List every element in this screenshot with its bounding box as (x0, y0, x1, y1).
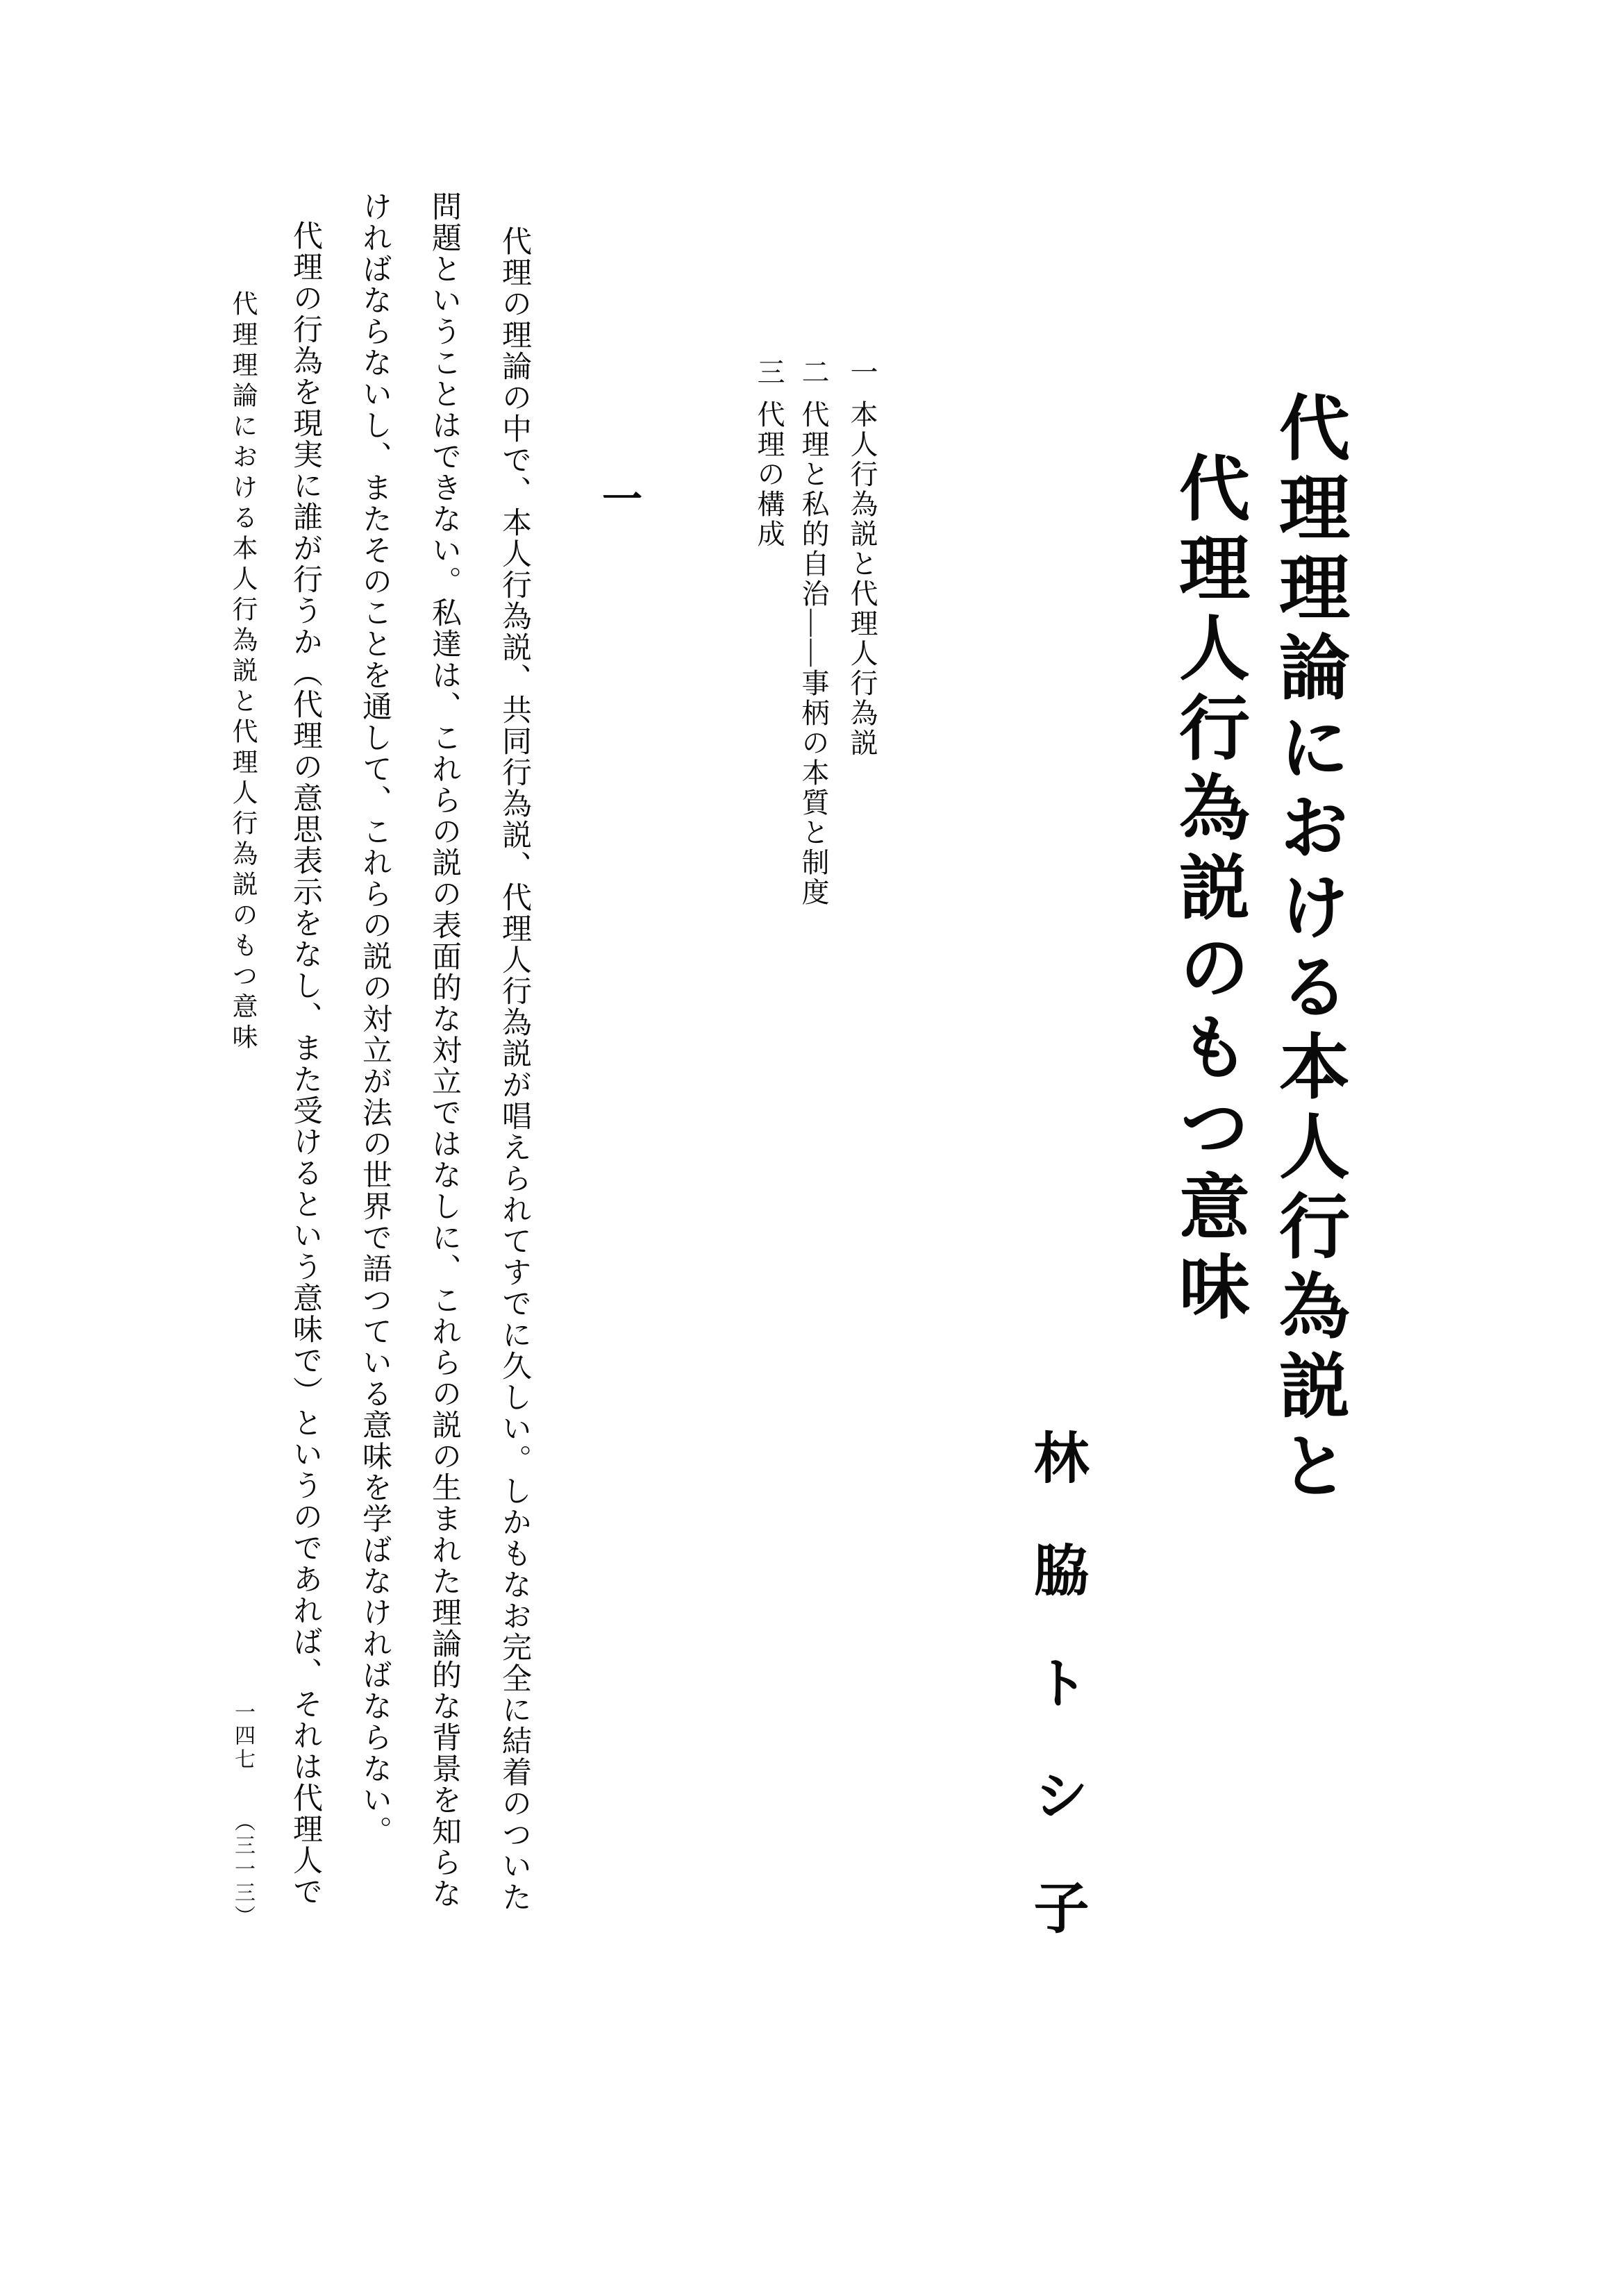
footer-running-title: 代理理論における本人行為説と代理人行為説のもつ意味 (228, 290, 256, 1054)
page-number-block (232, 1701, 253, 1929)
article-title-line-1: 代理理論における本人行為説と (1269, 391, 1347, 1509)
body-text-column-4: 代理の行為を現実に誰が行うか（代理の意思表示をなし、また受けるという意味で）というのであれば、それは代理人で (289, 220, 322, 1907)
toc-item-2 (799, 358, 827, 907)
toc-item-2-number: 二 (798, 358, 829, 387)
toc-item-1-label: 本人行為説と代理人行為説 (846, 400, 878, 758)
page-number-kanji: 一四七 (231, 1701, 254, 1772)
toc-item-1 (848, 358, 876, 758)
toc-item-3-number: 三 (753, 358, 785, 387)
toc-item-2-label: 代理と私的自治――事柄の本質と制度 (798, 400, 829, 907)
toc-item-3-label: 代理の構成 (753, 400, 785, 549)
body-text-column-2: 問題ということはできない。私達は、これらの説の表面的な対立ではなしに、これらの説の生まれた理論的な背景を知らな (428, 191, 460, 1909)
toc-item-3 (755, 358, 783, 549)
section-heading-one: 一 (596, 478, 641, 518)
article-title-line-2: 代理人行為説のもつ意味 (1169, 451, 1247, 1330)
author-name: 林脇トシ子 (1025, 1429, 1086, 1991)
body-text-column-3: ければならないし、またそのことを通して、これらの説の対立が法の世界で語つている意味を学ばなければならない。 (358, 191, 391, 1847)
page-number-paren: （三一三） (231, 1811, 254, 1929)
toc-item-1-number: 一 (846, 358, 878, 387)
body-text-column-1: 代理の理論の中で、本人行為説、共同行為説、代理人行為説が唱えられてすでに久しい。しかもなお完全に結着のついた (498, 226, 531, 1913)
